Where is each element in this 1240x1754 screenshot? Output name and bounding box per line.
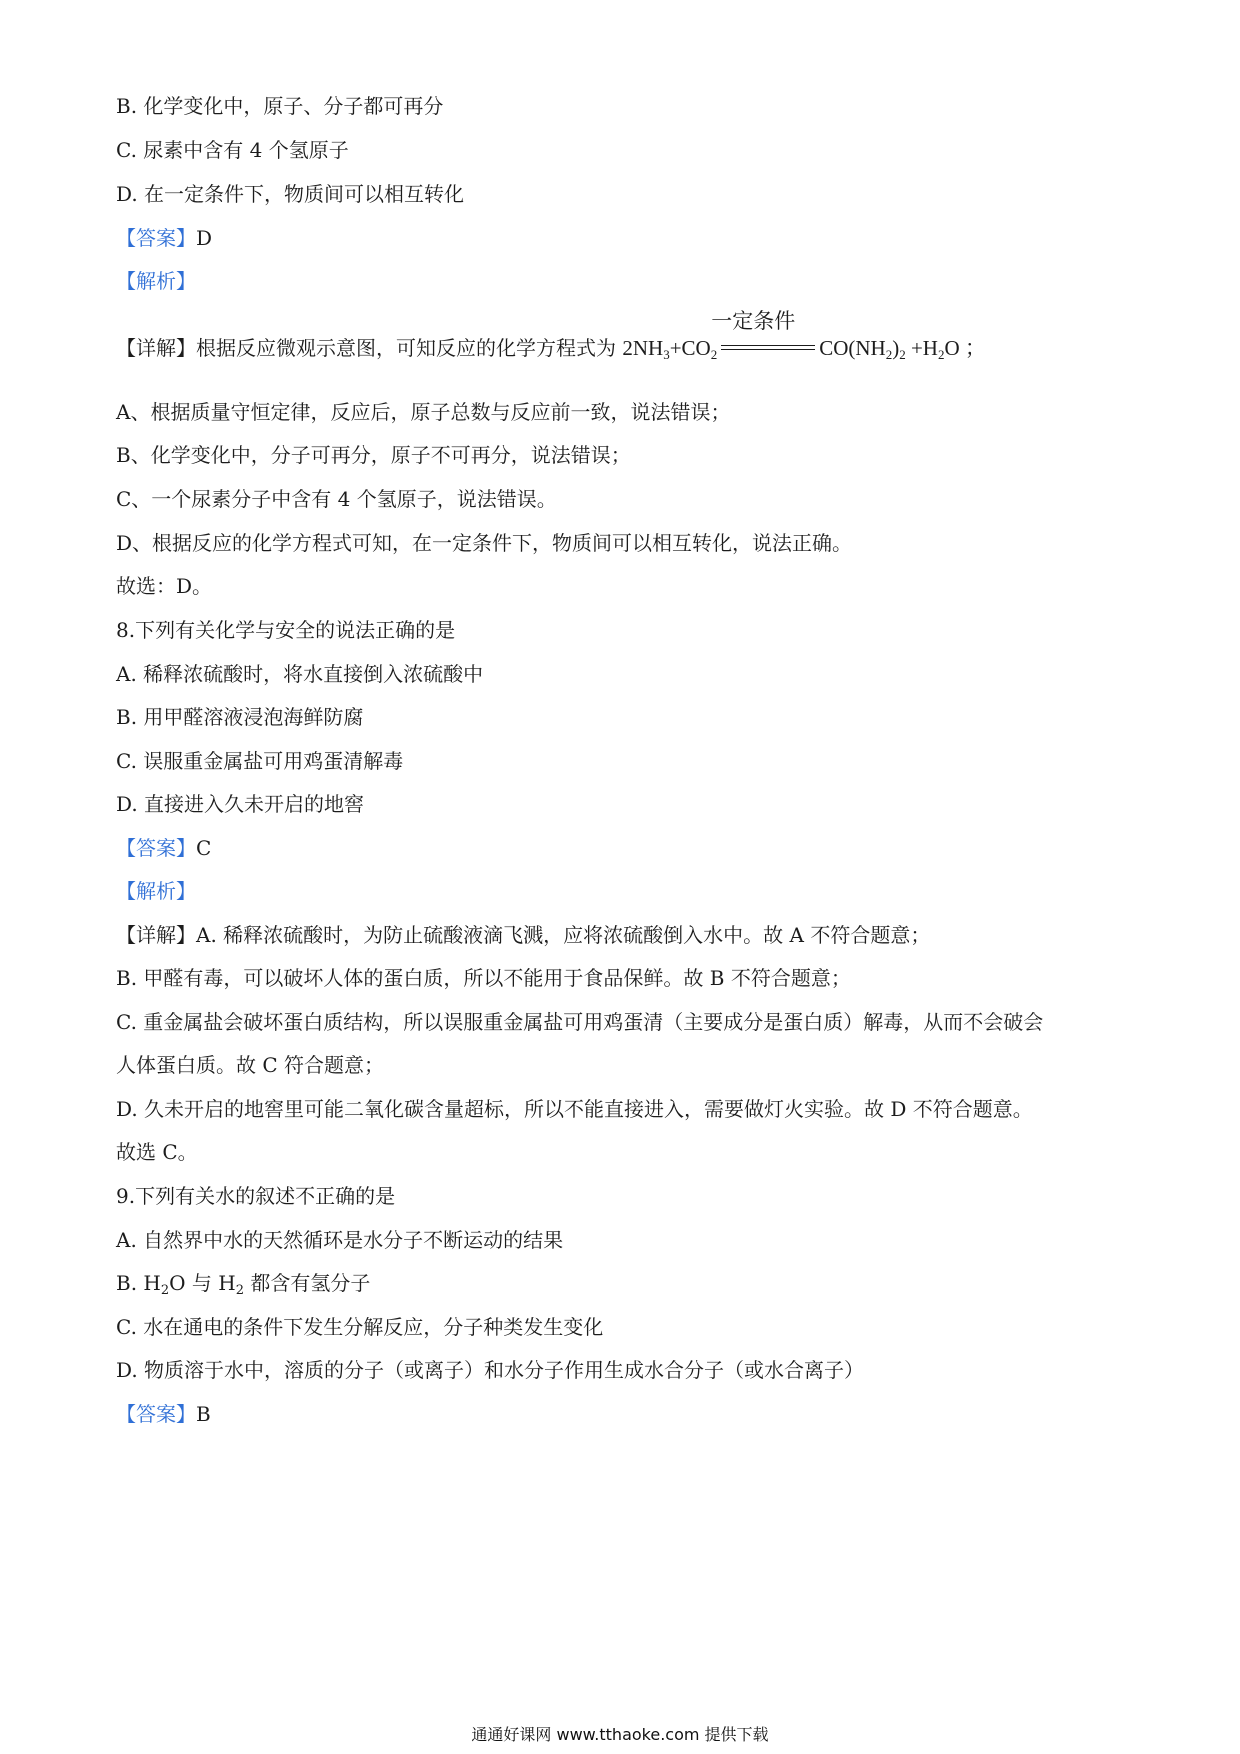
q9-answer — [116, 1400, 211, 1428]
q8-detail-b: B. 甲醛有毒，可以破坏人体的蛋白质，所以不能用于食品保鲜。故 B 不符合题意； — [116, 966, 851, 990]
q8-detail-c-2: 人体蛋白质。故 C 符合题意； — [116, 1053, 385, 1077]
q7-detail-d: D、根据反应的化学方程式可知，在一定条件下，物质间可以相互转化，说法正确。 — [116, 531, 853, 555]
detail-intro: 根据反应微观示意图，可知反应的化学方程式为 — [196, 336, 623, 360]
answer-tag: 【答案】 — [116, 1402, 196, 1426]
q9-option-b: B. $H_2O$ 与 $H_2$ 都含有氢分子 — [116, 1271, 371, 1298]
q7-detail-a: A、根据质量守恒定律，反应后，原子总数与反应前一致，说法错误； — [116, 400, 731, 424]
q7-choice: 故选：D。 — [116, 574, 213, 598]
detail-tag: 【详解】 — [116, 923, 196, 947]
q8-option-d: D. 直接进入久未开启的地窖 — [116, 792, 365, 816]
q8-detail-c-1: C. 重金属盐会破坏蛋白质结构，所以误服重金属盐可用鸡蛋清（主要成分是蛋白质）解毒，从而不会破会 — [116, 1010, 1044, 1034]
answer-value: C — [196, 836, 212, 860]
q8-detail-d: D. 久未开启的地窖里可能二氧化碳含量超标，所以不能直接进入，需要做灯火实验。故 D 不符合题意。 — [116, 1097, 1033, 1121]
q7-answer — [116, 224, 212, 252]
q7-analysis-tag — [116, 267, 196, 295]
analysis-tag: 【解析】 — [116, 269, 196, 293]
answer-value: B — [196, 1402, 211, 1426]
q8-option-b: B. 用甲醛溶液浸泡海鲜防腐 — [116, 705, 364, 729]
q8-choice: 故选 C。 — [116, 1140, 198, 1164]
q8-option-c: C. 误服重金属盐可用鸡蛋清解毒 — [116, 749, 404, 773]
q7-detail-c: C、一个尿素分子中含有 4 个氢原子，说法错误。 — [116, 487, 557, 511]
detail-tag: 【详解】 — [116, 336, 196, 360]
footer-watermark: 通通好课网 www.tthaoke.com 提供下载 — [471, 1725, 769, 1744]
reaction-condition-arrow — [711, 309, 815, 365]
answer-value: D — [196, 226, 213, 250]
q7-option-d: D. 在一定条件下，物质间可以相互转化 — [116, 182, 465, 206]
q9-option-c: C. 水在通电的条件下发生分解反应，分子种类发生变化 — [116, 1315, 604, 1339]
answer-tag: 【答案】 — [116, 836, 196, 860]
q8-option-a: A. 稀释浓硫酸时，将水直接倒入浓硫酸中 — [116, 662, 484, 686]
q7-option-c: C. 尿素中含有 4 个氢原子 — [116, 138, 349, 162]
q8-answer — [116, 834, 211, 862]
answer-tag: 【答案】 — [116, 226, 196, 250]
q7-option-b: B. 化学变化中，原子、分子都可再分 — [116, 94, 444, 118]
analysis-tag: 【解析】 — [116, 879, 196, 903]
q8-analysis-tag — [116, 877, 196, 905]
chemical-equation: $2NH_3+CO_2$ 一定条件 $CO(NH_2)_2 +H_2O$ ； — [622, 336, 986, 360]
q8-detail-a: 【详解】A. 稀释浓硫酸时，为防止硫酸液滴飞溅，应将浓硫酸倒入水中。故 A 不符合题意； — [116, 923, 931, 947]
q9-option-a: A. 自然界中水的天然循环是水分子不断运动的结果 — [116, 1228, 564, 1252]
q9-question: 9.下列有关水的叙述不正确的是 — [116, 1184, 396, 1208]
q7-detail-equation — [116, 309, 986, 369]
q9-option-d: D. 物质溶于水中，溶质的分子（或离子）和水分子作用生成水合分子（或水合离子） — [116, 1358, 865, 1382]
reaction-condition: 一定条件 — [711, 309, 796, 334]
q8-question: 8.下列有关化学与安全的说法正确的是 — [116, 618, 456, 642]
q7-detail-b: B、化学变化中，分子可再分，原子不可再分，说法错误； — [116, 443, 631, 467]
